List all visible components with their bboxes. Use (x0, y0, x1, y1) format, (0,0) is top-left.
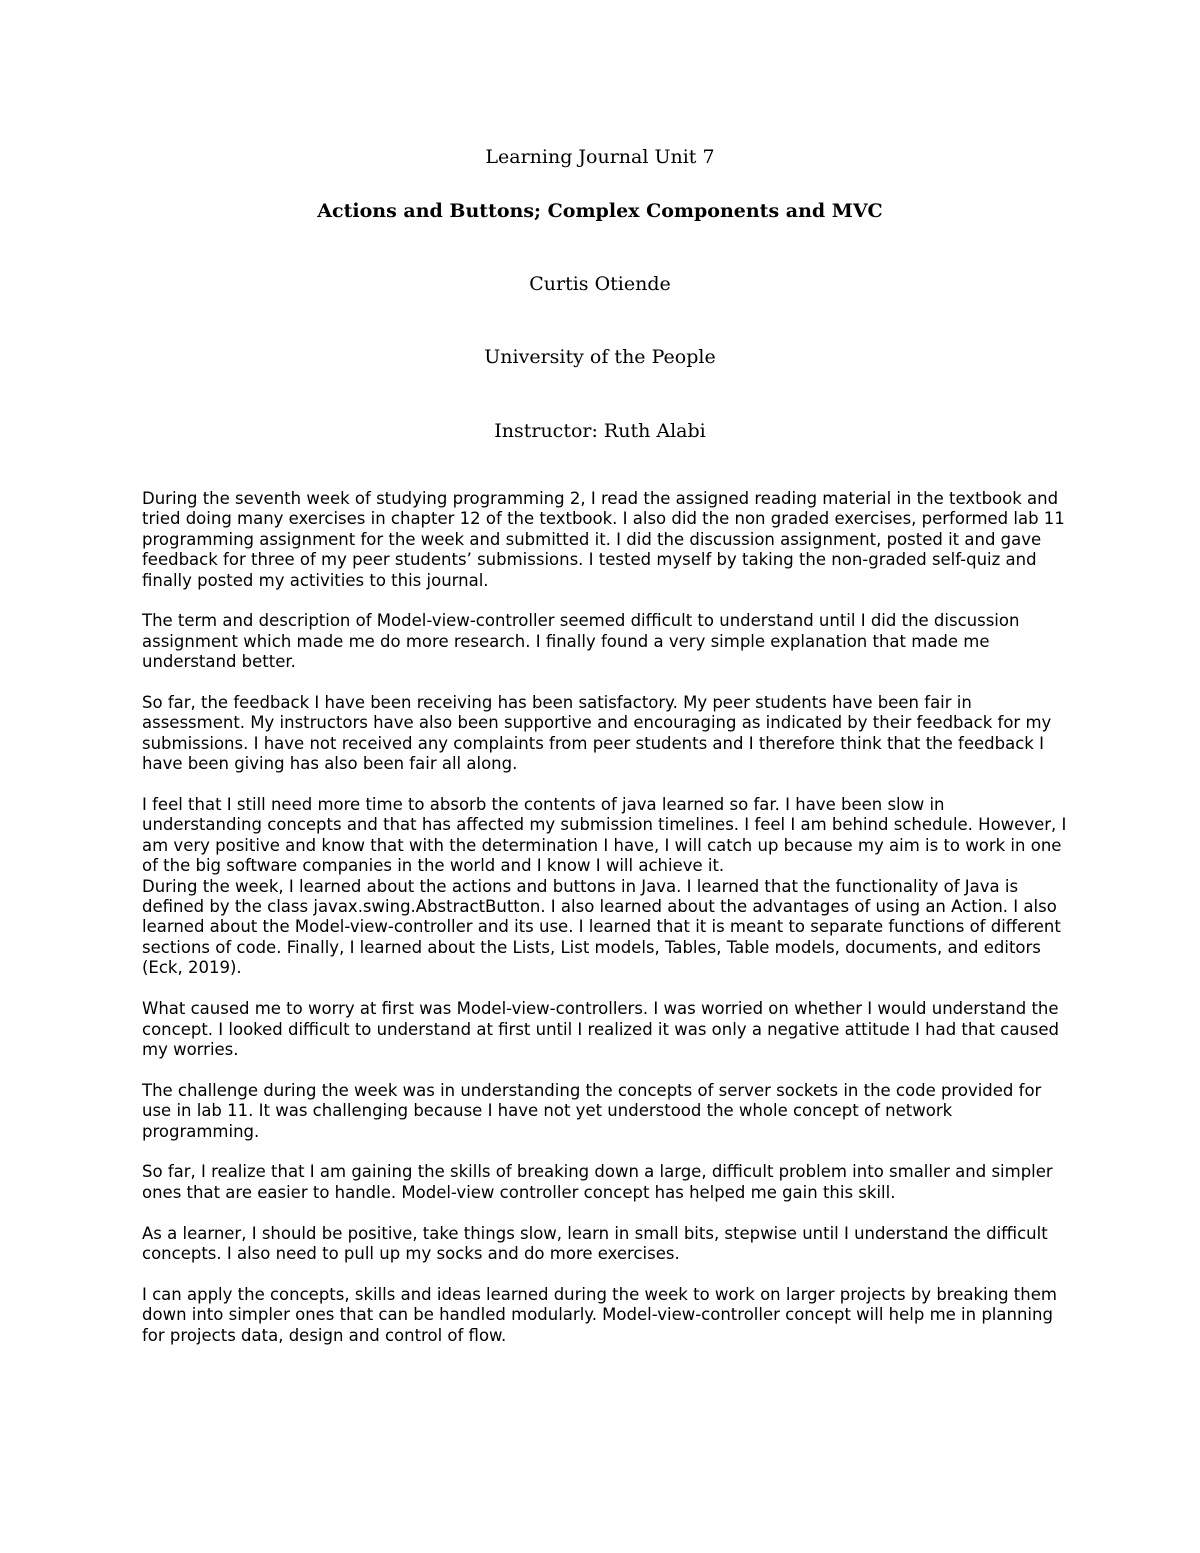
paragraph-feedback: So far, the feedback I have been receiving has been satisfactory. My peer students have been fair in assessment. My instructors have also been supportive and encouraging as indicated by their feedback for my submissions. I have not received any complaints from peer students and I therefore think that the feedback I have been giving has also been fair all along. (142, 693, 1052, 774)
journal-body (142, 489, 1067, 1366)
paragraph-application: I can apply the concepts, skills and ideas learned during the week to work on larger projects by breaking them down into simpler ones that can be handled modularly. Model-view-controller concept will help me in planning for projects data, design and control of flow. (142, 1284, 1057, 1345)
paragraph-challenge: The challenge during the week was in understanding the concepts of server sockets in the code provided for use in lab 11. It was challenging because I have not yet understood the whole concept of network programming. (142, 1080, 1042, 1141)
paragraph-progress: I feel that I still need more time to absorb the contents of java learned so far. I have been slow in understanding concepts and that has affected my submission timelines. I feel I am behind schedule. However, I am very positive and know that with the determination I have, I will catch up because my aim is to work in one of the big software companies in the world and I know I will achieve it. (142, 795, 1067, 876)
paragraph-mvc-difficulty: The term and description of Model-view-controller seemed difficult to understand until I did the discussion assignment which made me do more research. I finally found a very simple explanation that made me understand better. (142, 611, 1020, 672)
paragraph-skills: So far, I realize that I am gaining the skills of breaking down a large, difficult problem into smaller and simpler ones that are easier to handle. Model-view controller concept has helped me gain this skill. (142, 1162, 1053, 1202)
paragraph-learned: During the week, I learned about the actions and buttons in Java. I learned that the functionality of Java is defined by the class javax.swing.AbstractButton. I also learned about the advantages of using an Action. I also learned about the Model-view-controller and its use. I learned that it is meant to separate functions of different sections of code. Finally, I learned about the Lists, List models, Tables, Table models, documents, and editors (Eck, 2019). (142, 876, 1061, 978)
institution-name: University of the People (484, 346, 716, 368)
paragraph-worry: What caused me to worry at first was Model-view-controllers. I was worried on whether I would understand the concept. I looked difficult to understand at first until I realized it was only a negative attitude I had that caused my worries. (142, 999, 1060, 1059)
document-subtitle: Actions and Buttons; Complex Components and MVC (317, 200, 883, 222)
document-title: Learning Journal Unit 7 (485, 146, 715, 168)
instructor-name: Instructor: Ruth Alabi (494, 420, 706, 442)
paragraph-learner: As a learner, I should be positive, take things slow, learn in small bits, stepwise until I understand the difficult concepts. I also need to pull up my socks and do more exercises. (142, 1223, 1048, 1263)
author-name: Curtis Otiende (529, 273, 671, 295)
paragraph-activities: During the seventh week of studying programming 2, I read the assigned reading material in the textbook and tried doing many exercises in chapter 12 of the textbook. I also did the non graded exercises, performed lab 11 programming assignment for the week and submitted it. I did the discussion assignment, posted it and gave feedback for three of my peer students’ submissions. I tested myself by taking the non-graded self-quiz and finally posted my activities to this journal. (142, 489, 1065, 590)
